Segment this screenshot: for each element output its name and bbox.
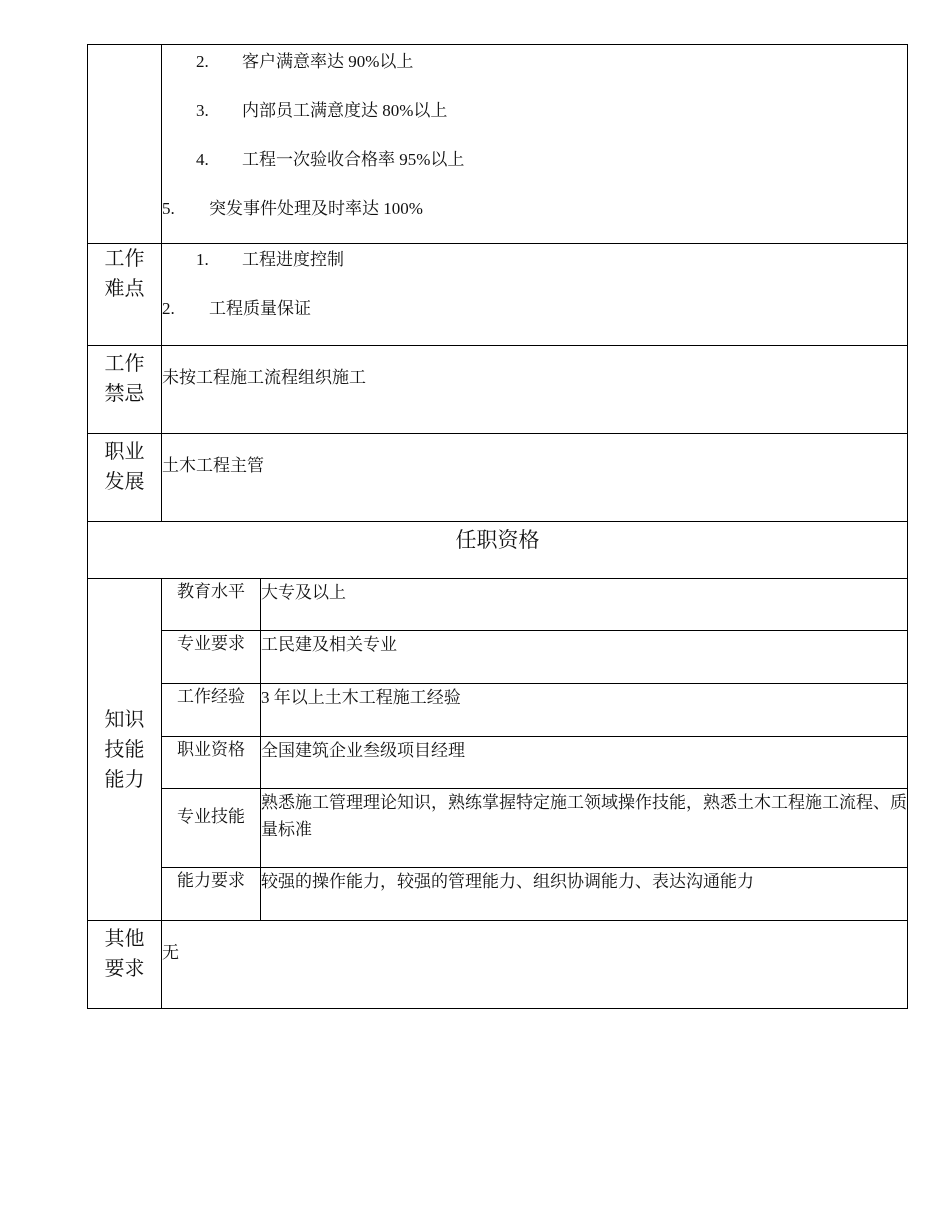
label-line: 知识 bbox=[104, 708, 145, 731]
qualification-row bbox=[88, 631, 908, 684]
item-text: 工程一次验收合格率 95%以上 bbox=[242, 150, 465, 169]
list-item bbox=[162, 95, 907, 144]
qualification-row bbox=[88, 684, 908, 737]
label-line: 其他 bbox=[104, 928, 145, 950]
item-number: 4. bbox=[196, 150, 209, 169]
difficulties-label bbox=[88, 244, 162, 346]
label-line: 难点 bbox=[104, 278, 145, 300]
career-text: 土木工程主管 bbox=[162, 434, 908, 522]
qualification-value: 大专及以上 bbox=[261, 579, 908, 631]
label-line: 技能 bbox=[104, 738, 145, 761]
label-line: 要求 bbox=[104, 958, 145, 980]
list-item bbox=[162, 193, 907, 242]
qualification-row bbox=[88, 579, 908, 631]
taboo-text: 未按工程施工流程组织施工 bbox=[162, 346, 908, 434]
difficulties-row bbox=[88, 244, 908, 346]
taboo-label bbox=[88, 346, 162, 434]
label-line: 禁忌 bbox=[104, 383, 145, 405]
item-number: 3. bbox=[196, 101, 209, 120]
qualification-label: 专业技能 bbox=[162, 789, 261, 868]
career-label bbox=[88, 434, 162, 522]
label-line: 工作 bbox=[104, 248, 145, 270]
other-row bbox=[88, 921, 908, 1009]
qualification-label: 能力要求 bbox=[162, 868, 261, 921]
difficulties-list bbox=[162, 244, 908, 346]
other-label bbox=[88, 921, 162, 1009]
item-text: 工程质量保证 bbox=[209, 299, 311, 318]
kpi-label-cell bbox=[88, 45, 162, 244]
taboo-row bbox=[88, 346, 908, 434]
career-row bbox=[88, 434, 908, 522]
item-text: 客户满意率达 90%以上 bbox=[242, 52, 414, 71]
qualification-label: 教育水平 bbox=[162, 579, 261, 631]
qualification-row bbox=[88, 789, 908, 868]
qualification-group-label bbox=[88, 579, 162, 921]
qualification-value: 工民建及相关专业 bbox=[261, 631, 908, 684]
item-text: 内部员工满意度达 80%以上 bbox=[242, 101, 448, 120]
qualification-value: 全国建筑企业叁级项目经理 bbox=[261, 737, 908, 789]
item-number: 2. bbox=[162, 299, 175, 318]
item-number: 5. bbox=[162, 199, 175, 218]
item-number: 1. bbox=[196, 250, 209, 269]
qualification-label: 专业要求 bbox=[162, 631, 261, 684]
qualification-label: 职业资格 bbox=[162, 737, 261, 789]
item-number: 2. bbox=[196, 52, 209, 71]
list-item bbox=[162, 144, 907, 193]
item-text: 工程进度控制 bbox=[242, 250, 344, 269]
label-line: 发展 bbox=[104, 471, 145, 493]
kpi-list bbox=[162, 45, 908, 244]
job-description-table bbox=[87, 44, 908, 1009]
qualification-value: 3 年以上土木工程施工经验 bbox=[261, 684, 908, 737]
qualifications-header-row bbox=[88, 522, 908, 579]
label-line: 能力 bbox=[104, 768, 145, 791]
qualification-value: 熟悉施工管理理论知识，熟练掌握特定施工领域操作技能，熟悉土木工程施工流程、质量标准 bbox=[261, 789, 908, 868]
label-line: 职业 bbox=[104, 441, 145, 463]
section-title: 任职资格 bbox=[88, 522, 908, 579]
label-line: 工作 bbox=[104, 353, 145, 375]
qualification-label: 工作经验 bbox=[162, 684, 261, 737]
list-item bbox=[162, 46, 907, 95]
item-text: 突发事件处理及时率达 100% bbox=[209, 199, 423, 218]
other-text: 无 bbox=[162, 921, 908, 1009]
list-item bbox=[162, 244, 907, 293]
kpi-row bbox=[88, 45, 908, 244]
qualification-value: 较强的操作能力，较强的管理能力、组织协调能力、表达沟通能力 bbox=[261, 868, 908, 921]
qualification-row bbox=[88, 737, 908, 789]
qualification-row bbox=[88, 868, 908, 921]
list-item bbox=[162, 293, 907, 342]
